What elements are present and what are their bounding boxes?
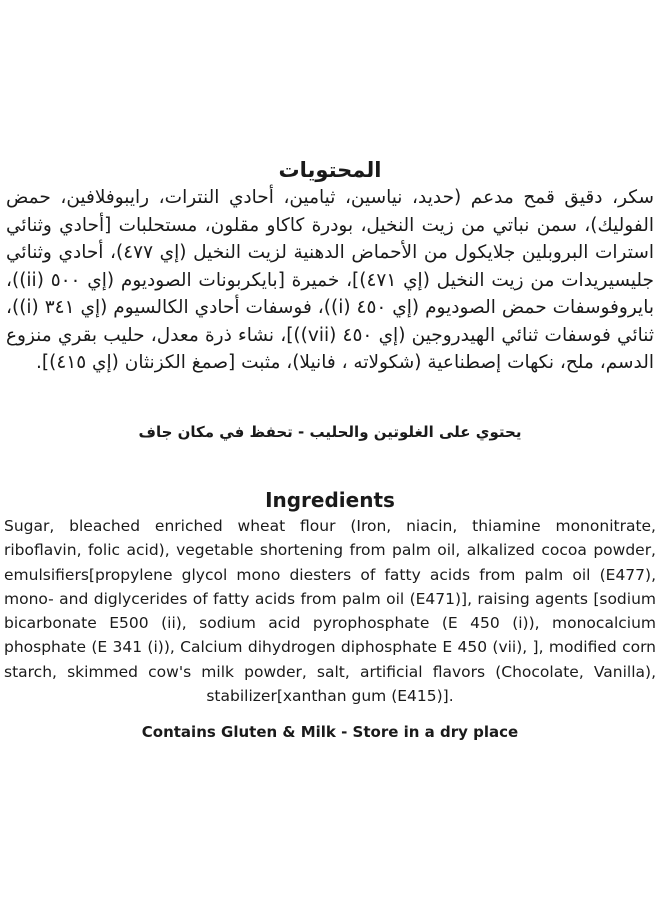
english-allergen-storage-note: Contains Gluten & Milk - Store in a dry place — [141, 723, 519, 741]
english-title: Ingredients — [265, 488, 395, 512]
arabic-ingredients-text: سكر، دقيق قمح مدعم (حديد، نياسين، ثيامين، أحادي النترات، رايبوفلافين، حمض الفوليك)، سمن نباتي من زيت النخيل، بودرة كاكاو مقلون، مستحلبات [أحادي وثنائي استرات البروبلين جلايكول من الأحماض الدهنية لزيت النخيل (إي ٤٧٧)، أحادي وثنائي جليسيريدات من زيت النخيل (إي ٤٧١)]، خميرة [بايكربونات الصوديوم (إي ٥٠٠ (ii))، بايروفوسفات حمض الصوديوم (إي ٤٥٠ (i))، فوسفات أحادي الكالسيوم (إي ٣٤١ (i))، ثنائي فوسفات ثنائي الهيدروجين (إي ٤٥٠ (vii))]، نشاء ذرة معدل، حليب بقري منزوع الدسم، ملح، نكهات إصطناعية (شكولاته ، فانيلا)، مثبت [صمغ الكزنثان (إي ٤١٥)]. — [6, 187, 654, 373]
arabic-title: المحتويات — [278, 158, 382, 182]
english-ingredients-section — [0, 486, 660, 708]
arabic-ingredients-section — [0, 156, 660, 377]
english-ingredients-text: Sugar, bleached enriched wheat flour (Iron, niacin, thiamine mononitrate, riboflavin, folic acid), vegetable shortening from palm oil, alkalized cocoa powder, emulsifiers[propylene glycol mono diesters of fatty acids from palm oil (E477), mono- and diglycerides of fatty acids from palm oil (E471)], raising agents [sodium bicarbonate E500 (ii), sodium acid pyrophosphate (E 450 (i)), monocalcium phosphate (E 341 (i)), Calcium dihydrogen diphosphate E 450 (vii), ], modified corn starch, skimmed cow's milk powder, salt, artificial flavors (Chocolate, Vanilla), stabilizer[xanthan gum (E415)]. — [4, 517, 656, 706]
arabic-allergen-storage-note: يحتوي على الغلوتين والحليب - تحفظ في مكان جاف — [138, 423, 522, 441]
